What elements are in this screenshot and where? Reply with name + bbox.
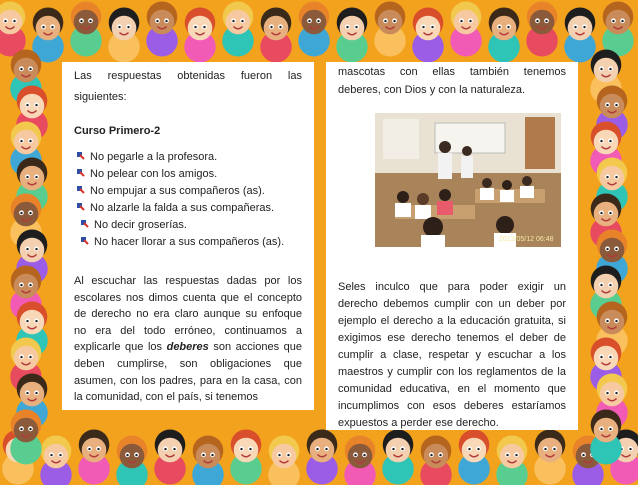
answer-text: No decir groserías. xyxy=(94,219,187,231)
classroom-photo xyxy=(375,113,561,247)
photo-timestamp: 2013/05/12 06:48 xyxy=(499,236,554,243)
bullet-icon xyxy=(80,236,89,246)
paragraph-before: Al escuchar las respuestas dadas por los escolares nos dimos cuenta que el concepto de derecho no era claro aunque su enfoque no era del todo erróneo, continuamos a explicarle que los xyxy=(74,275,302,354)
continuation-line-1: mascotas con ellas también tenemos xyxy=(338,66,566,78)
paragraph-emphasis: deberes xyxy=(166,341,209,354)
continuation-line-2: deberes, con Dios y con la naturaleza. xyxy=(338,84,526,96)
answer-text: No hacer llorar a sus compañeros (as). xyxy=(94,236,285,248)
bullet-icon xyxy=(76,185,85,195)
answer-text: No pelear con los amigos. xyxy=(90,168,218,180)
answer-text: No pegarle a la profesora. xyxy=(90,151,218,163)
answer-text: No alzarle la falda a sus compañeras. xyxy=(90,202,275,214)
answer-text: No empujar a sus compañeros (as). xyxy=(90,185,265,197)
intro-line-2: siguientes: xyxy=(74,91,127,103)
rights-duties-paragraph: Seles inculco que para poder exigir un derecho debemos cumplir con un deber por ejemplo el derecho a la educación gratuita, si exigimos ese derecho tenemos el deber de cumplir a clase, respetar y escuchar a los maestros y cumplir con los reglamentos de la comunidad educativa, en el momento que incumplimos con esos deberes estaríamos expuestos a perder ese derecho. xyxy=(338,281,566,429)
explanation-paragraph xyxy=(74,273,302,406)
bullet-icon xyxy=(76,202,85,212)
course-heading: Curso Primero-2 xyxy=(74,125,161,137)
intro-line-1: Las respuestas obtenidas fueron las xyxy=(74,70,302,82)
bullet-icon xyxy=(80,219,89,229)
bullet-icon xyxy=(76,151,85,161)
paragraph-after: son acciones que deben cumplirse, son obligaciones que asumen, con los padres, para en la casa, con la comunidad, con el país, si tenemos xyxy=(74,341,302,404)
bullet-icon xyxy=(76,168,85,178)
